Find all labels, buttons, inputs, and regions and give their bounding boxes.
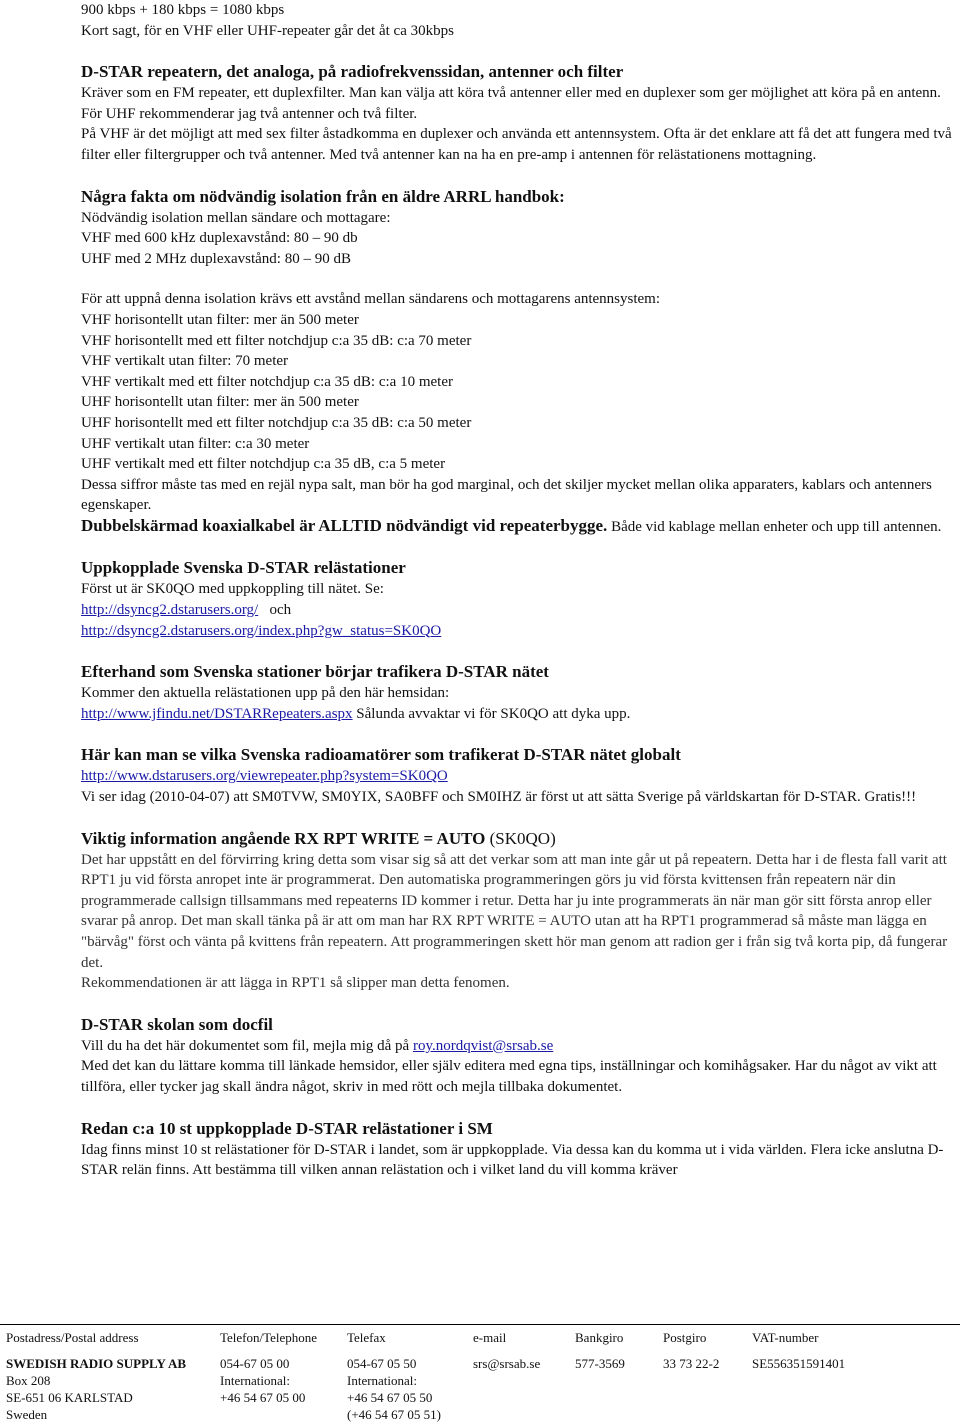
footer-fax	[347, 1355, 441, 1423]
footer-header-bankgiro: Bankgiro	[575, 1330, 624, 1345]
footer-header-address: Postadress/Postal address	[6, 1330, 139, 1345]
section-title-docfil: D-STAR skolan som docfil	[81, 1014, 273, 1034]
list-item: UHF vertikalt utan filter: c:a 30 meter	[81, 435, 310, 452]
paragraph: Kräver som en FM repeater, ett duplexfilter. Man kan välja att köra två antenner eller med en duplexer som ger möjlighet att köra på en antenn.	[81, 85, 941, 102]
fax-number: 054-67 05 50	[347, 1356, 417, 1371]
paragraph-text: Sålunda avvaktar vi för SK0QO att dyka upp.	[352, 705, 631, 722]
paragraph: Idag finns minst 10 st relästationer för D-STAR i landet, som är uppkopplade. Via dessa kan du komma ut i vida världen. Flera icke anslutna D-STAR relän finns. Att bestämma till vilken annan relästation och i vilket land du vill komma kräver	[81, 1141, 944, 1179]
paragraph: Kommer den aktuella relästationen upp på den här hemsidan:	[81, 685, 450, 702]
paragraph: På VHF är det möjligt att med sex filter åstadkomma en duplexer och använda ett antennsystem. Ofta är det enklare att få det att fungera med två filter eller filtergrupper och två antenner. Med två antenner kan na ha en pre-amp i antennen för relästationens mottagning.	[81, 126, 952, 163]
address-country: Sweden	[6, 1407, 48, 1422]
section-title-traffic: Efterhand som Svenska stationer börjar trafikera D-STAR nätet	[81, 662, 549, 682]
section-title-repeater: D-STAR repeatern, det analoga, på radiofrekvenssidan, antenner och filter	[81, 62, 624, 82]
section-title-rx-rpt	[81, 828, 956, 850]
footer-header-email: e-mail	[473, 1330, 507, 1345]
title-normal: (SK0QO)	[485, 828, 556, 848]
paragraph: För att uppnå denna isolation krävs ett avstånd mellan sändarens och mottagarens antennsystem:	[81, 291, 661, 308]
email-link[interactable]: roy.nordqvist@srsab.se	[412, 1037, 554, 1054]
paragraph: För UHF rekommenderar jag två antenner och två filter.	[81, 105, 418, 122]
section-title-connected: Uppkopplade Svenska D-STAR relästationer	[81, 558, 406, 578]
footer-phone	[220, 1355, 305, 1406]
list-item: UHF vertikalt med ett filter notchdjup c:a 35 dB, c:a 5 meter	[81, 456, 446, 473]
footer-address	[6, 1355, 186, 1423]
footer-header-phone: Telefon/Telephone	[220, 1330, 318, 1345]
footer-header-vat: VAT-number	[752, 1330, 819, 1345]
address-box: Box 208	[6, 1373, 51, 1388]
list-item: VHF horisontellt med ett filter notchdjup c:a 35 dB: c:a 70 meter	[81, 332, 472, 349]
section-title-isolation: Några fakta om nödvändig isolation från en äldre ARRL handbok:	[81, 186, 565, 206]
list-item: Nödvändig isolation mellan sändare och mottagare:	[81, 209, 391, 226]
paragraph	[81, 516, 956, 538]
paragraph	[81, 704, 956, 725]
list-item: UHF med 2 MHz duplexavstånd: 80 – 90 dB	[81, 250, 351, 267]
footer-email: srs@srsab.se	[473, 1356, 541, 1371]
link-dstarusers[interactable]: http://www.dstarusers.org/viewrepeater.php?system=SK0QO	[81, 768, 448, 785]
paragraph	[81, 621, 956, 642]
footer-header-fax: Telefax	[347, 1330, 386, 1345]
list-item: VHF vertikalt utan filter: 70 meter	[81, 353, 289, 370]
section-title-sm: Redan c:a 10 st uppkopplade D-STAR relästationer i SM	[81, 1118, 493, 1138]
paragraph-text: och	[269, 602, 292, 619]
company-name: SWEDISH RADIO SUPPLY AB	[6, 1356, 187, 1371]
footer-vat: SE556351591401	[752, 1356, 846, 1371]
document-page	[81, 0, 956, 1181]
paragraph	[81, 766, 956, 787]
paragraph: Med det kan du lättare komma till länkade hemsidor, eller själv editera med egna tips, inställningar och komihågsaker. Har du något av vikt att tillföra, eller tycker jag skall ändra något, skriv in med rött och mejla tillbaka dokumentet.	[81, 1058, 937, 1095]
paragraph: Först ut är SK0QO med uppkoppling till nätet. Se:	[81, 581, 384, 598]
phone-intl-number: +46 54 67 05 00	[220, 1390, 306, 1405]
title-bold: Viktig information angående RX RPT WRITE = AUTO	[81, 828, 486, 848]
list-item: UHF horisontellt utan filter: mer än 500 meter	[81, 394, 359, 411]
paragraph: Rekommendationen är att lägga in RPT1 så slipper man detta fenomen.	[81, 975, 510, 992]
bold-statement: Dubbelskärmad koaxialkabel är ALLTID nödvändigt vid repeaterbygge.	[81, 515, 608, 535]
paragraph: Det har uppstått en del förvirring kring detta som visar sig så att det verkar som att man inte går ut på repeatern. Detta har i de flesta fall varit att RPT1 ju vid första anropet inte är programmerat. Den automatiska programmeringen görs ju vid första kvittensen från repeatern när din programmerade callsign tillsammans med repeaterns ID kommer i retur. Detta har ju inte programmerats än när man gör sitt första anrop eller svarar på anrop. Det man skall tänka på är att om man har RX RPT WRITE = AUTO utan att ha RPT1 programmerad så måste man lägga en "bärvåg" först och vänta på kvittens från repeatern. Att programmeringen skett hör man genom att radion ger i från sig två korta pip, då fungerar det.	[81, 851, 948, 971]
footer-header-postgiro: Postgiro	[663, 1330, 707, 1345]
phone-intl-label: International:	[220, 1373, 291, 1388]
paragraph-text: Vill du ha det här dokumentet som fil, mejla mig då på	[81, 1037, 413, 1054]
page-footer	[0, 1324, 960, 1422]
intro-line-1: 900 kbps + 180 kbps = 1080 kbps	[81, 2, 285, 18]
paragraph: Vi ser idag (2010-04-07) att SM0TVW, SM0YIX, SA0BFF och SM0IHZ är först ut att sätta Sverige på världskartan för D-STAR. Gratis!!!	[81, 789, 917, 806]
list-item: VHF horisontellt utan filter: mer än 500 meter	[81, 311, 359, 328]
link-jfindu[interactable]: http://www.jfindu.net/DSTARRepeaters.aspx	[81, 705, 353, 722]
list-item: UHF horisontellt med ett filter notchdjup c:a 35 dB: c:a 50 meter	[81, 414, 472, 431]
phone-number: 054-67 05 00	[220, 1356, 290, 1371]
paragraph	[81, 600, 956, 621]
paragraph-text: Både vid kablage mellan enheter och upp till antennen.	[607, 518, 942, 535]
section-title-global: Här kan man se vilka Svenska radioamatörer som trafikerat D-STAR nätet globalt	[81, 745, 681, 765]
link-dsyncg2[interactable]: http://dsyncg2.dstarusers.org/	[81, 602, 259, 619]
footer-bankgiro: 577-3569	[575, 1356, 625, 1371]
list-item: VHF med 600 kHz duplexavstånd: 80 – 90 db	[81, 230, 358, 247]
link-dsyncg2-status[interactable]: http://dsyncg2.dstarusers.org/index.php?gw_status=SK0QO	[81, 622, 442, 639]
fax-intl-label: International:	[347, 1373, 418, 1388]
paragraph: Dessa siffror måste tas med en rejäl nypa salt, man bör ha god marginal, och det skiljer mycket mellan olika apparaters, kablars och antenners egenskaper.	[81, 476, 932, 514]
list-item: VHF vertikalt med ett filter notchdjup c:a 35 dB: c:a 10 meter	[81, 373, 453, 390]
fax-intl-number-2: (+46 54 67 05 51)	[347, 1407, 441, 1422]
footer-postgiro: 33 73 22-2	[663, 1356, 720, 1371]
fax-intl-number: +46 54 67 05 50	[347, 1390, 433, 1405]
address-city: SE-651 06 KARLSTAD	[6, 1390, 133, 1405]
intro-line-2: Kort sagt, för en VHF eller UHF-repeater går det åt ca 30kbps	[81, 22, 454, 39]
paragraph	[81, 1036, 956, 1057]
